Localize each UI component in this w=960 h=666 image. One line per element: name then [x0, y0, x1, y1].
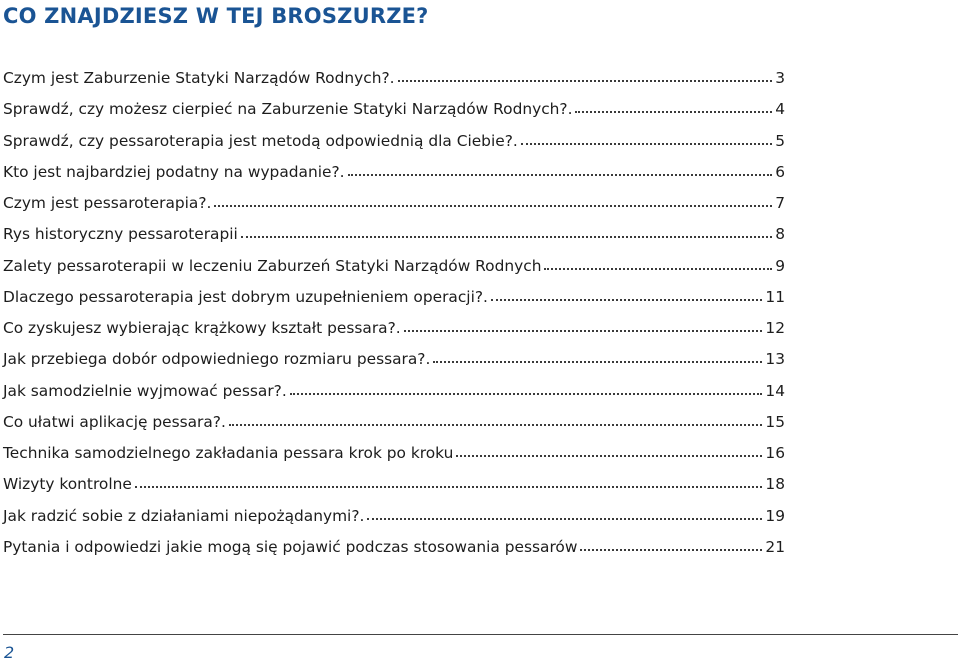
toc-entry[interactable] — [3, 126, 785, 157]
toc-entry-title: Jak radzić sobie z działaniami niepożądanymi?. — [3, 506, 365, 525]
dot-leader — [290, 392, 763, 395]
toc-entry[interactable] — [3, 501, 785, 532]
dot-leader — [398, 79, 773, 82]
toc-entry[interactable] — [3, 438, 785, 469]
toc-entry[interactable] — [3, 313, 785, 344]
toc-entry[interactable] — [3, 407, 785, 438]
toc-entry-page: 7 — [775, 194, 785, 212]
toc-entry[interactable] — [3, 188, 785, 219]
toc-entry-title: Czym jest Zaburzenie Statyki Narządów Rodnych?. — [3, 69, 395, 87]
dot-leader — [433, 360, 762, 363]
toc-entry-title: Wizyty kontrolne — [3, 475, 132, 494]
footer-divider — [3, 634, 958, 635]
toc-entry[interactable] — [3, 282, 785, 313]
toc-entry-title: Co zyskujesz wybierając krążkowy kształt pessara?. — [3, 319, 401, 337]
toc-entry-page: 5 — [775, 131, 785, 150]
toc-entry-page: 14 — [765, 381, 785, 400]
toc-entry-page: 19 — [765, 506, 785, 525]
toc-entry-title: Co ułatwi aplikację pessara?. — [3, 412, 226, 431]
dot-leader — [229, 423, 763, 426]
dot-leader — [348, 173, 773, 176]
toc-entry-title: Rys historyczny pessaroterapii — [3, 225, 238, 244]
page-number: 2 — [4, 643, 15, 662]
toc-entry[interactable] — [3, 532, 785, 563]
toc-entry-title: Jak przebiega dobór odpowiedniego rozmiaru pessara?. — [3, 350, 431, 369]
toc-entry-title: Pytania i odpowiedzi jakie mogą się pojawić podczas stosowania pessarów — [3, 537, 578, 556]
toc-entry-title: Dlaczego pessaroterapia jest dobrym uzupełnieniem operacji?. — [3, 287, 488, 306]
toc-entry-page: 6 — [775, 162, 785, 181]
toc-entry-title: Kto jest najbardziej podatny na wypadanie?. — [3, 162, 345, 181]
dot-leader — [544, 267, 772, 270]
toc-entry-title: Sprawdź, czy pessaroterapia jest metodą odpowiednią dla Ciebie?. — [3, 131, 518, 150]
page-heading: CO ZNAJDZIESZ W TEJ BROSZURZE? — [3, 4, 429, 28]
toc-entry-page: 11 — [765, 287, 785, 306]
toc-entry[interactable] — [3, 219, 785, 250]
dot-leader — [456, 454, 762, 457]
dot-leader — [575, 110, 772, 113]
toc-entry-title: Technika samodzielnego zakładania pessara krok po kroku — [3, 444, 454, 462]
toc-entry-page: 15 — [765, 412, 785, 431]
toc-entry-page: 9 — [775, 256, 785, 275]
dot-leader — [367, 517, 762, 520]
dot-leader — [404, 329, 763, 332]
toc-entry-page: 4 — [775, 100, 785, 119]
dot-leader — [214, 204, 772, 207]
dot-leader — [580, 548, 762, 551]
toc-entry[interactable] — [3, 344, 785, 375]
table-of-contents — [3, 63, 785, 563]
toc-entry[interactable] — [3, 94, 785, 125]
dot-leader — [521, 142, 772, 145]
toc-entry[interactable] — [3, 251, 785, 282]
toc-entry-page: 21 — [765, 537, 785, 556]
toc-entry[interactable] — [3, 376, 785, 407]
dot-leader — [135, 485, 763, 488]
dot-leader — [491, 298, 762, 301]
toc-entry-page: 13 — [765, 350, 785, 369]
toc-entry-title: Sprawdź, czy możesz cierpieć na Zaburzenie Statyki Narządów Rodnych?. — [3, 100, 573, 119]
toc-entry[interactable] — [3, 63, 785, 94]
toc-entry-page: 12 — [765, 319, 785, 337]
toc-entry-title: Czym jest pessaroterapia?. — [3, 194, 212, 212]
toc-entry-page: 18 — [765, 475, 785, 494]
toc-entry-page: 16 — [765, 444, 785, 462]
toc-entry-title: Zalety pessaroterapii w leczeniu Zaburzeń Statyki Narządów Rodnych — [3, 256, 542, 275]
toc-entry[interactable] — [3, 157, 785, 188]
toc-entry-page: 8 — [775, 225, 785, 244]
dot-leader — [241, 235, 772, 238]
toc-entry[interactable] — [3, 469, 785, 500]
toc-entry-title: Jak samodzielnie wyjmować pessar?. — [3, 381, 287, 400]
toc-entry-page: 3 — [775, 69, 785, 87]
